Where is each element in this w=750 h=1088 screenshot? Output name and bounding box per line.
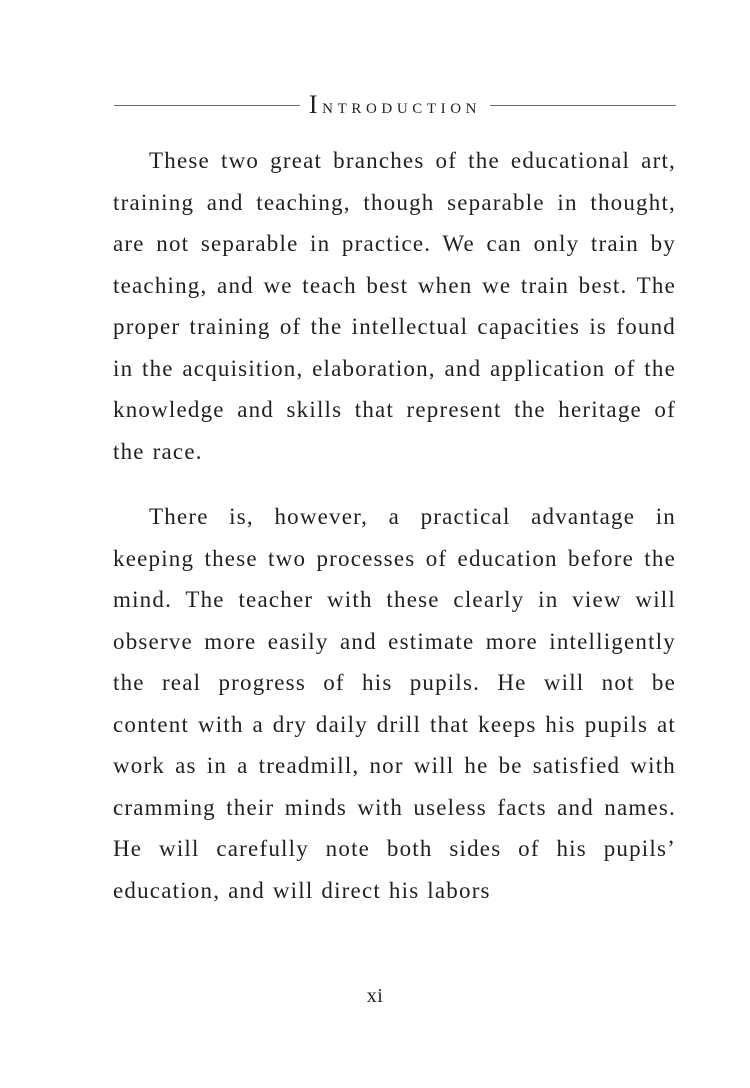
chapter-header	[114, 90, 676, 120]
paragraph-2: There is, however, a practical advantage in keeping these two processes of education before the mind. The teacher with these clearly in view will observe more easily and estimate more intelligently the real progress of his pupils. He will not be content with a dry daily drill that keeps his pupils at work as in a treadmill, nor will he be satisfied with cramming their minds with useless facts and names. He will carefully note both sides of his pupils’ education, and will direct his labors	[113, 504, 676, 903]
body-text	[113, 140, 676, 911]
chapter-title	[300, 92, 490, 118]
page-number: xi	[366, 985, 384, 1007]
paragraph-1: These two great branches of the educational art, training and teaching, though separable in thought, are not separable in practice. We can only train by teaching, and we teach best when we train best. The proper training of the intellectual capacities is found in the acquisition, elaboration, and application of the knowledge and skills that represent the heritage of the race.	[113, 148, 676, 464]
header-right-rule	[490, 105, 676, 106]
chapter-title-initial: I	[308, 90, 323, 119]
chapter-title-rest: ntroduction	[322, 93, 482, 118]
header-left-rule	[114, 105, 300, 106]
